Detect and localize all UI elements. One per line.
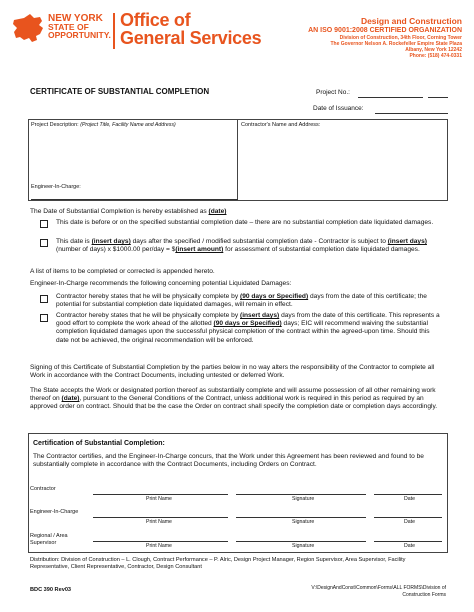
file-path-line2: Construction Forms <box>402 591 446 598</box>
cert-heading: Certification of Substantial Completion: <box>33 440 165 447</box>
form-number: BDC 390 Rev03 <box>30 587 72 593</box>
option-after-text <box>56 238 444 254</box>
option-before-text: This date is before or on the specified substantial completion date – there are no substantial completion date liquidated damages. <box>56 219 434 226</box>
project-desc-hint: (Project Title, Facility Name and Address) <box>80 122 176 128</box>
header-address-block <box>308 16 462 59</box>
state-c: , pursuant to the General Conditions of the Contract, unless additional work is required in this period as required by an approved order on contract. Should that be the case the Order on contract shall specify the completion date or completion days accordingly. <box>30 395 438 411</box>
project-desc-label <box>31 122 176 128</box>
logo-line-3: OPPORTUNITY. <box>48 30 111 40</box>
col-signature: Signature <box>292 543 315 549</box>
option-90days-checkbox[interactable] <box>40 295 48 303</box>
regional-signature-field[interactable] <box>236 541 366 542</box>
distribution-text: Distribution: Division of Construction – L. Clough, Contract Performance – P. Alric, Design Project Manager, Region Supervisor, Area Supervisor, Facility Representative, Client Representative, Contractor, Design Consultant <box>30 557 406 570</box>
eic-label: Engineer-In-Charge: <box>31 184 81 190</box>
address-line-2: The Governor Nelson A. Rockefeller Empire State Plaza <box>330 41 462 47</box>
nys-wordmark <box>48 15 111 39</box>
file-path-line1: V:\DesignAndConst\Common\Forms\ALL FORMS\Division of <box>311 585 446 591</box>
address-line-3: Albany, New York 12242 <box>405 47 462 53</box>
office-line-1: Office of <box>120 10 191 30</box>
regional-date-field[interactable] <box>374 541 442 542</box>
opt4-days-field[interactable]: (insert days) <box>240 312 280 319</box>
opt2-amount-field[interactable]: (insert amount) <box>175 246 224 254</box>
established-date-field[interactable]: (date) <box>208 208 227 215</box>
cert-text: The Contractor certifies, and the Engineer-In-Charge concurs, that the Work under this Agreement has been reviewed and found to be substantially complete in accordance with the Contract Documents, including Orders on Contract. <box>33 453 424 469</box>
col-date: Date <box>404 496 415 502</box>
certification-box <box>28 433 448 553</box>
phone-line: Phone: (518) 474-0331 <box>409 53 462 59</box>
opt2-g: for assessment of substantial completion date liquidated damages. <box>225 246 420 254</box>
col-date: Date <box>404 543 415 549</box>
opt2-e: (number of days) x $1000.00 per/day = $ <box>56 246 176 254</box>
row-regional-label <box>30 533 68 546</box>
established-text: The Date of Substantial Completion is hereby established as <box>30 208 207 215</box>
eic-signature-field[interactable] <box>236 517 366 518</box>
col-print-name: Print Name <box>146 519 172 525</box>
state-date-field[interactable]: (date) <box>61 395 80 403</box>
col-date: Date <box>404 519 415 525</box>
opt2-c: days after the specified / modified substantial completion date - Contractor is subject to <box>132 238 386 245</box>
opt3-days-field[interactable]: (90 days or Specified) <box>240 293 309 300</box>
project-desc-field[interactable] <box>31 130 231 180</box>
col-signature: Signature <box>292 519 315 525</box>
list-appended-line: A list of items to be completed or corrected is appended hereto. <box>30 268 215 275</box>
col-print-name: Print Name <box>146 496 172 502</box>
opt2-a: This date is <box>56 238 90 245</box>
option-90days-text <box>56 293 444 309</box>
eic-recommends-line: Engineer-In-Charge recommends the following concerning potential Liquidated Damages: <box>30 280 292 287</box>
form-title: CERTIFICATE OF SUBSTANTIAL COMPLETION <box>30 87 210 96</box>
dept-name: Design and Construction <box>360 16 462 26</box>
signing-paragraph: Signing of this Certificate of Substantial Completion by the parties below in no way alters the responsibility of the Contractor to complete all Work in accordance with the Contract Documents, including untested or deferred Work. <box>30 364 435 380</box>
project-no-field[interactable] <box>358 97 423 98</box>
file-path <box>311 585 446 598</box>
opt3-c: days from the date of this certificate; the potential for substantial completion date liquidated damages, will remain in effect. <box>56 293 427 309</box>
office-title <box>120 11 261 47</box>
row-eic-label: Engineer-In-Charge <box>30 509 79 515</box>
contractor-name-label: Contractor's Name and Address: <box>241 122 321 128</box>
option-waive-checkbox[interactable] <box>40 314 48 322</box>
state-accepts-paragraph <box>30 387 445 412</box>
contractor-signature-field[interactable] <box>236 494 366 495</box>
established-line <box>30 208 445 216</box>
contractor-name-field[interactable] <box>241 130 441 195</box>
opt4-e: days; EIC will recommend waiving the substantial completion liquidated damages upon the successful physical completion of the contract within the agreed-upon time. Should this date not be achieved, the original recommendation will be enforced. <box>56 320 430 344</box>
eic-print-name-field[interactable] <box>93 517 228 518</box>
regional-print-name-field[interactable] <box>93 541 228 542</box>
contractor-date-field[interactable] <box>374 494 442 495</box>
col-signature: Signature <box>292 496 315 502</box>
option-waive-text <box>56 312 444 345</box>
office-line-2: General Services <box>120 28 262 48</box>
opt4-a: Contractor hereby states that he will be physically complete by <box>56 312 239 319</box>
opt3-a: Contractor hereby states that he will be physically complete by <box>56 293 239 300</box>
logo-separator <box>113 13 115 49</box>
logo-line-2: STATE OF <box>48 22 89 32</box>
state-a: The State accepts the Work or designated portion thereof as substantially complete and will assume possession of all other remaining work thereof on <box>30 387 436 403</box>
project-desc-label-text: Project Description: <box>31 122 79 128</box>
opt2-days-field[interactable]: (insert days) <box>91 238 131 245</box>
opt4-c: days from the date of this certificate. This represents a good effort to complete the work ahead of the allotted <box>56 312 440 328</box>
regional-role-line2: Supervisor <box>30 539 57 546</box>
date-issuance-field[interactable] <box>375 113 448 114</box>
opt2-days2-field[interactable]: (insert days) <box>387 238 427 245</box>
date-issuance-label: Date of Issuance: <box>313 105 364 112</box>
col-print-name: Print Name <box>146 543 172 549</box>
project-no-suffix-field[interactable] <box>428 97 448 98</box>
row-contractor-label: Contractor <box>30 486 56 492</box>
project-no-label: Project No.: <box>316 89 350 96</box>
opt4-allotted-field[interactable]: (90 days or Specified) <box>213 320 282 328</box>
logo-line-1: NEW YORK <box>48 13 103 24</box>
eic-date-field[interactable] <box>374 517 442 518</box>
nys-state-logo <box>10 12 46 46</box>
option-before-checkbox[interactable] <box>40 220 48 228</box>
address-line-1: Division of Construction, 34th Floor, Corning Tower <box>339 35 462 41</box>
contractor-print-name-field[interactable] <box>93 494 228 495</box>
regional-role-line1: Regional / Area <box>30 533 68 539</box>
iso-line: AN ISO 9001:2008 CERTIFIED ORGANIZATION <box>308 27 462 34</box>
project-box-divider <box>237 119 238 201</box>
eic-field[interactable] <box>31 199 238 200</box>
option-after-checkbox[interactable] <box>40 239 48 247</box>
